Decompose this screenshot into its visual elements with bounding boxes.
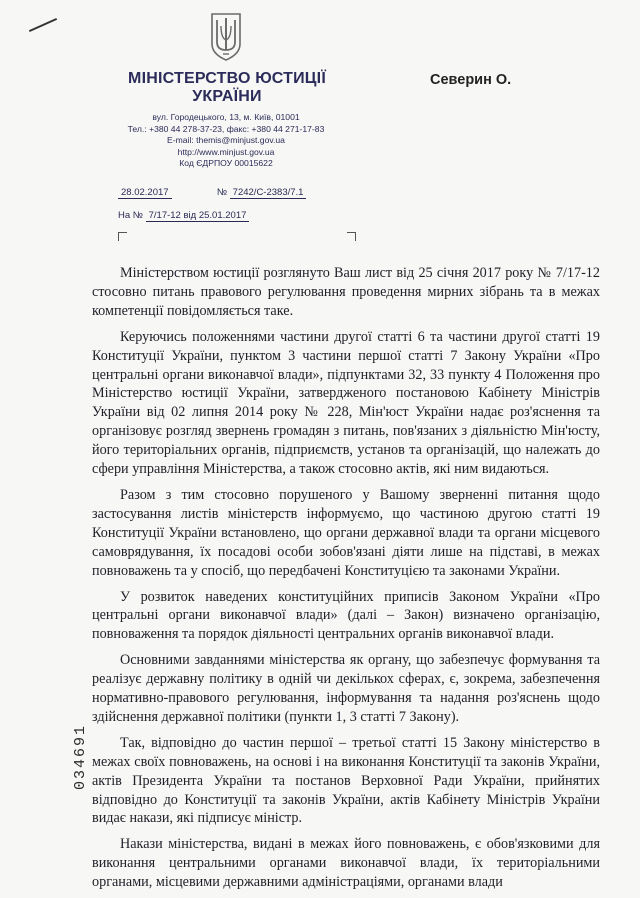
reply-label: На № — [118, 210, 143, 221]
outgoing-number: 7242/С-2383/7.1 — [230, 187, 307, 199]
reply-date: 25.01.2017 — [198, 210, 247, 221]
outgoing-registration — [118, 187, 306, 198]
outgoing-date: 28.02.2017 — [118, 187, 172, 199]
phone-line: Тел.: +380 44 278-37-23, факс: +380 44 271-17-83 — [127, 123, 325, 134]
registration-stamp: 034691 — [72, 723, 89, 790]
address-field-corner-right — [347, 232, 356, 241]
address-line: вул. Городецького, 13, м. Київ, 01001 — [152, 112, 300, 122]
email-line: E-mail: themis@minjust.gov.ua — [167, 135, 285, 146]
paragraph-4: У розвиток наведених конституційних приписів Законом України «Про центральні органи виконавчої влади» (далі – Закон) визначено організацію, повноваження та порядок діяльності центральних органів виконавчої влади. — [92, 588, 600, 643]
paragraph-5: Основними завданнями міністерства як органу, що забезпечує формування та реалізує державну політику в одній чи декількох сферах, є, зокрема, забезпечення нормативно-правового регулювання, інформування та надання роз'яснень щодо здійснення державної політики (пункти 1, 3 статті 7 Закону). — [92, 652, 600, 725]
outgoing-number-label: № — [216, 187, 228, 198]
ministry-name-line1: МІНІСТЕРСТВО ЮСТИЦІЇ — [128, 70, 326, 87]
letter-body — [92, 264, 600, 898]
reply-registration — [118, 210, 249, 221]
addressee-name: Северин О. — [430, 72, 512, 88]
paragraph-7: Накази міністерства, видані в межах його повноважень, є обов'язковими для виконання центральними органами виконавчої влади, їх територіальними органами, місцевими державними адміністраціями, органами влади — [92, 836, 600, 891]
paragraph-2: Керуючись положеннями частини другої статті 6 та частини другої статті 19 Конституції України, пунктом 3 частини першої статті 7 Закону України «Про центральні органи виконавчої влади», підпунктами 32, 33 пункту 4 Положення про Міністерство юстиції України, затвердженого постановою Кабінету Міністрів України від 02 липня 2014 року № 228, Мін'юст України надає роз'яснення та організовує розгляд звернень громадян з питань, пов'язаних з діяльністю Мін'юсту, його територіальних органів, підприємств, установ та організацій, що належать до сфери управління Міністерства, а також стосовно актів, які ним видаються. — [92, 328, 600, 478]
reply-date-label: від — [183, 210, 197, 221]
paragraph-6: Так, відповідно до частин першої – третьої статті 15 Закону міністерство в межах своїх повноважень, на основі і на виконання Конституції та законів України, актів Президента України та постанов Верховної Ради України, прийнятих відповідно до Конституції та законів України, актів Кабінету Міністрів України видає накази, які підписує міністр. — [92, 734, 600, 827]
contact-block — [108, 112, 344, 170]
ministry-name-line2: УКРАЇНИ — [192, 88, 262, 105]
address-field-corner-left — [118, 232, 127, 241]
ministry-name — [120, 70, 334, 106]
edrpou-line: Код ЄДРПОУ 00015622 — [179, 158, 273, 169]
reply-number-value: 7/17-12 — [148, 210, 181, 221]
website-line: http://www.minjust.gov.ua — [177, 146, 275, 157]
reply-number — [146, 210, 250, 222]
paragraph-3: Разом з тим стосовно порушеного у Вашому зверненні питання щодо застосування листів міністерств інформуємо, що частиною другою статті 19 Конституції України встановлено, що органи державної влади та органи місцевого самоврядування, їх посадові особи зобов'язані діяти лише на підставі, в межах повноважень та у спосіб, що передбачені Конституцією та законами України. — [92, 486, 600, 579]
trident-emblem-icon — [209, 10, 243, 62]
paragraph-1: Міністерством юстиції розглянуто Ваш лист від 25 січня 2017 року № 7/17-12 стосовно питань правового регулювання проведення мирних зібрань та в межах компетенції повідомляється таке. — [92, 265, 600, 319]
pen-mark — [29, 18, 57, 32]
